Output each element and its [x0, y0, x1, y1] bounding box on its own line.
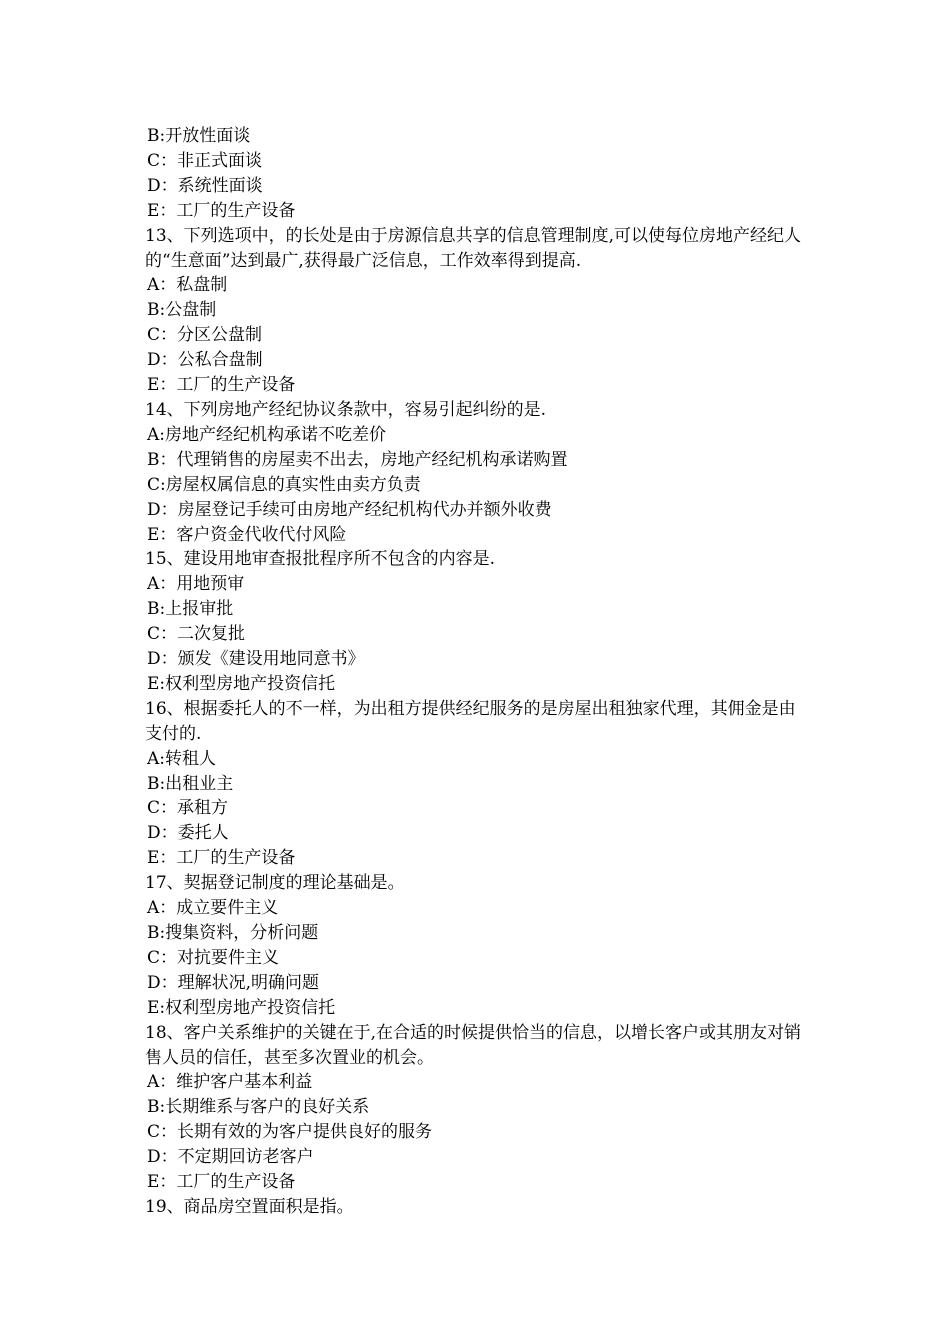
document-body	[145, 124, 810, 1220]
answer-option: A：用地预审	[147, 574, 245, 595]
question-13: 13、下列选项中，的长处是由于房源信息共享的信息管理制度,可以使每位房地产经纪人的“生意面”达到最广,获得最广泛信息，工作效率得到提高.	[145, 225, 802, 271]
answer-option: C：非正式面谈	[147, 150, 263, 171]
answer-option: E：客户资金代收代付风险	[147, 524, 347, 545]
answer-option: E：工厂的生产设备	[147, 848, 296, 869]
answer-option: D：系统性面谈	[147, 175, 263, 196]
question-14: 14、下列房地产经纪协议条款中，容易引起纠纷的是.	[145, 399, 547, 420]
question-18: 18、客户关系维护的关键在于,在合适的时候提供恰当的信息，以增长客户或其朋友对销售人员的信任，甚至多次置业的机会。	[145, 1022, 802, 1068]
answer-option: E：工厂的生产设备	[147, 200, 296, 221]
answer-option: A：维护客户基本利益	[147, 1072, 313, 1093]
answer-option: E:权利型房地产投资信托	[147, 673, 336, 694]
answer-option: B:长期维系与客户的良好关系	[147, 1097, 370, 1118]
answer-option: D：委托人	[147, 823, 229, 844]
answer-option: C：承租方	[147, 798, 229, 819]
answer-option: D：不定期回访老客户	[147, 1147, 314, 1168]
answer-option: C：分区公盘制	[147, 325, 263, 346]
answer-option: B:公盘制	[147, 300, 217, 321]
answer-option: B:出租业主	[147, 773, 234, 794]
answer-option: B:搜集资料，分析问题	[147, 923, 319, 943]
answer-option: B:开放性面谈	[147, 126, 251, 146]
answer-option: A:房地产经纪机构承诺不吃差价	[147, 424, 387, 445]
question-17: 17、契据登记制度的理论基础是。	[145, 873, 405, 894]
answer-option: A：成立要件主义	[147, 898, 279, 919]
answer-option: B:上报审批	[147, 599, 234, 620]
answer-option: B：代理销售的房屋卖不出去，房地产经纪机构承诺购置	[147, 449, 568, 470]
answer-option: A：私盘制	[147, 275, 228, 296]
answer-option: C：对抗要件主义	[147, 947, 280, 968]
question-19: 19、商品房空置面积是指。	[145, 1196, 354, 1217]
answer-option: C：长期有效的为客户提供良好的服务	[147, 1122, 433, 1143]
answer-option: E：工厂的生产设备	[147, 1172, 296, 1193]
answer-option: D：房屋登记手续可由房地产经纪机构代办并额外收费	[147, 499, 552, 520]
question-16: 16、根据委托人的不一样，为出租方提供经纪服务的是房屋出租独家代理，其佣金是由支付的.	[145, 698, 796, 744]
question-15: 15、建设用地审查报批程序所不包含的内容是.	[145, 549, 496, 570]
answer-option: C:房屋权属信息的真实性由卖方负责	[147, 474, 421, 495]
answer-option: D：公私合盘制	[147, 350, 263, 371]
answer-option: E：工厂的生产设备	[147, 375, 296, 396]
answer-option: D：理解状况,明确问题	[147, 972, 320, 993]
answer-option: E:权利型房地产投资信托	[147, 997, 336, 1018]
answer-option: C：二次复批	[147, 624, 246, 645]
answer-option: D：颁发《建设用地同意书》	[147, 649, 365, 670]
answer-option: A:转租人	[147, 748, 217, 769]
